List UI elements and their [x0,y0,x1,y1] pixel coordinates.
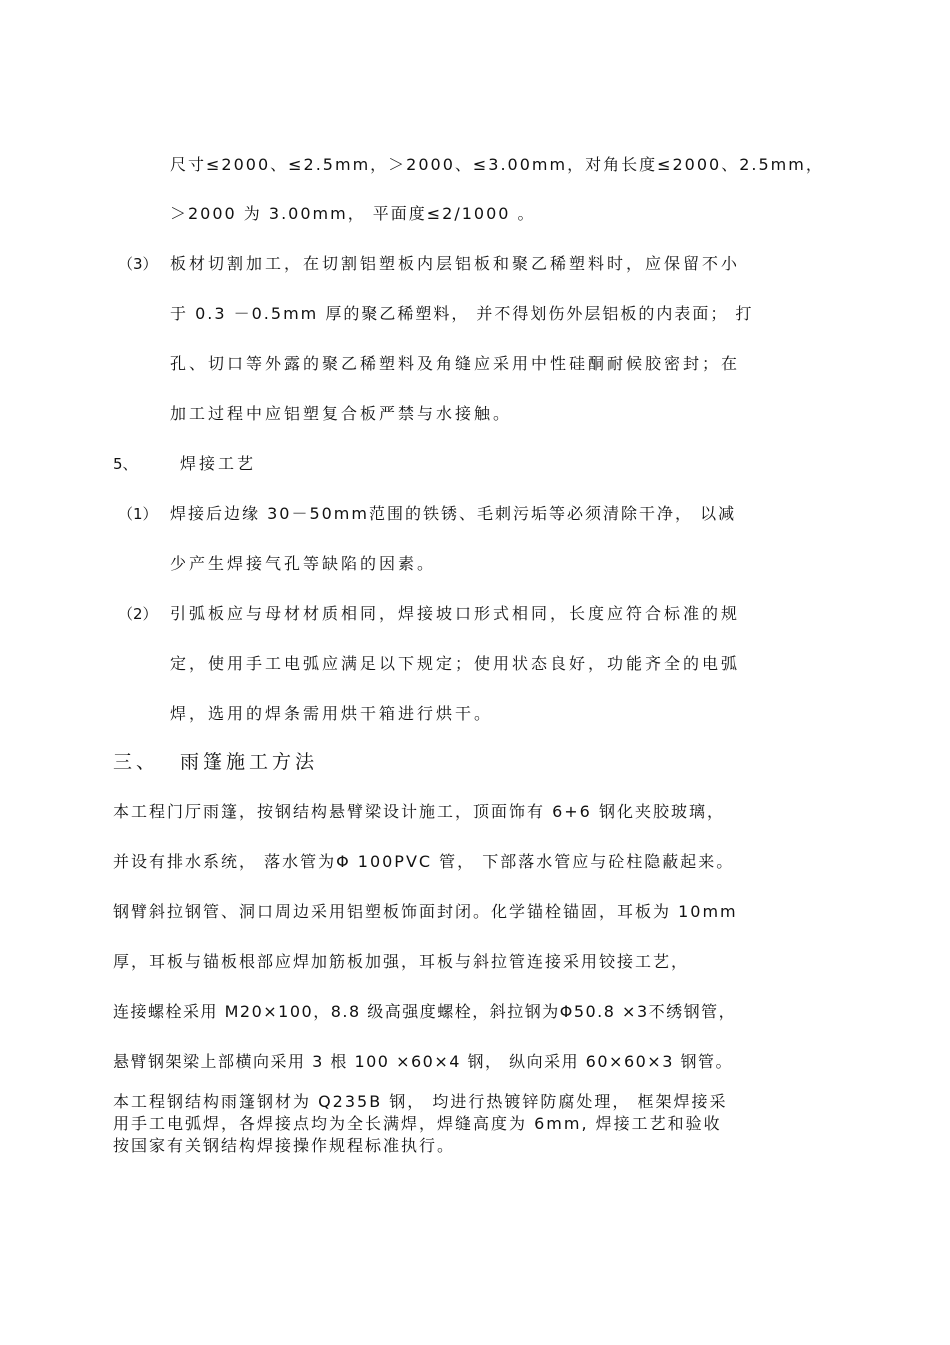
paragraph-line: 连接螺栓采用 M20×100，8.8 级高强度螺栓，斜拉钢为Φ50.8 ×3不绣钢管， [113,1002,737,1021]
section-title: 雨篷施工方法 [180,751,319,773]
paragraph-line: 并设有排水系统， 落水管为Φ 100PVC 管， 下部落水管应与砼柱隐蔽起来。 [113,852,735,871]
section-number: 三、 [113,751,160,773]
paragraph-line: 悬臂钢架梁上部横向采用 3 根 100 ×60×4 钢， 纵向采用 60×60×3 钢管。 [113,1052,733,1071]
paragraph-line: 用手工电弧焊，各焊接点均为全长满焊，焊缝高度为 6mm, 焊接工艺和验收 [113,1114,722,1133]
item-number: （3） [118,255,158,273]
section-number: 5、 [113,455,138,473]
paragraph-line: 本工程钢结构雨篷钢材为 Q235B 钢， 均进行热镀锌防腐处理， 框架焊接采 [113,1092,728,1111]
item-number: （2） [118,605,158,623]
paragraph-line: 本工程门厅雨篷，按钢结构悬臂梁设计施工，顶面饰有 6+6 钢化夹胶玻璃， [113,802,725,821]
text-line: 于 0.3 －0.5mm 厚的聚乙稀塑料， 并不得划伤外层铝板的内表面； 打 [170,304,754,323]
text-line: 加工过程中应铝塑复合板严禁与水接触。 [170,404,513,423]
text-line: 焊，选用的焊条需用烘干箱进行烘干。 [170,704,494,723]
text-line: 板材切割加工，在切割铝塑板内层铝板和聚乙稀塑料时，应保留不小 [170,254,741,273]
text-line: 孔、切口等外露的聚乙稀塑料及角缝应采用中性硅酮耐候胶密封；在 [170,354,741,373]
text-line: ＞2000 为 3.00mm， 平面度≤2/1000 。 [170,204,536,223]
text-line: 焊接后边缘 30－50mm范围的铁锈、毛刺污垢等必须清除干净， 以减 [170,504,737,523]
paragraph-line: 厚，耳板与锚板根部应焊加筋板加强，耳板与斜拉管连接采用铰接工艺， [113,952,690,971]
text-line: 引弧板应与母材材质相同，焊接坡口形式相同，长度应符合标准的规 [170,604,741,623]
text-line: 少产生焊接气孔等缺陷的因素。 [170,554,437,573]
section-title: 焊接工艺 [180,454,257,473]
paragraph-line: 钢臂斜拉钢管、洞口周边采用铝塑板饰面封闭。化学锚栓锚固，耳板为 10mm [113,902,738,921]
text-line: 定，使用手工电弧应满足以下规定；使用状态良好，功能齐全的电弧 [170,654,741,673]
paragraph-line: 按国家有关钢结构焊接操作规程标准执行。 [113,1136,456,1155]
text-line: 尺寸≤2000、≤2.5mm，＞2000、≤3.00mm，对角长度≤2000、2.5mm， [170,155,824,174]
item-number: （1） [118,505,158,523]
